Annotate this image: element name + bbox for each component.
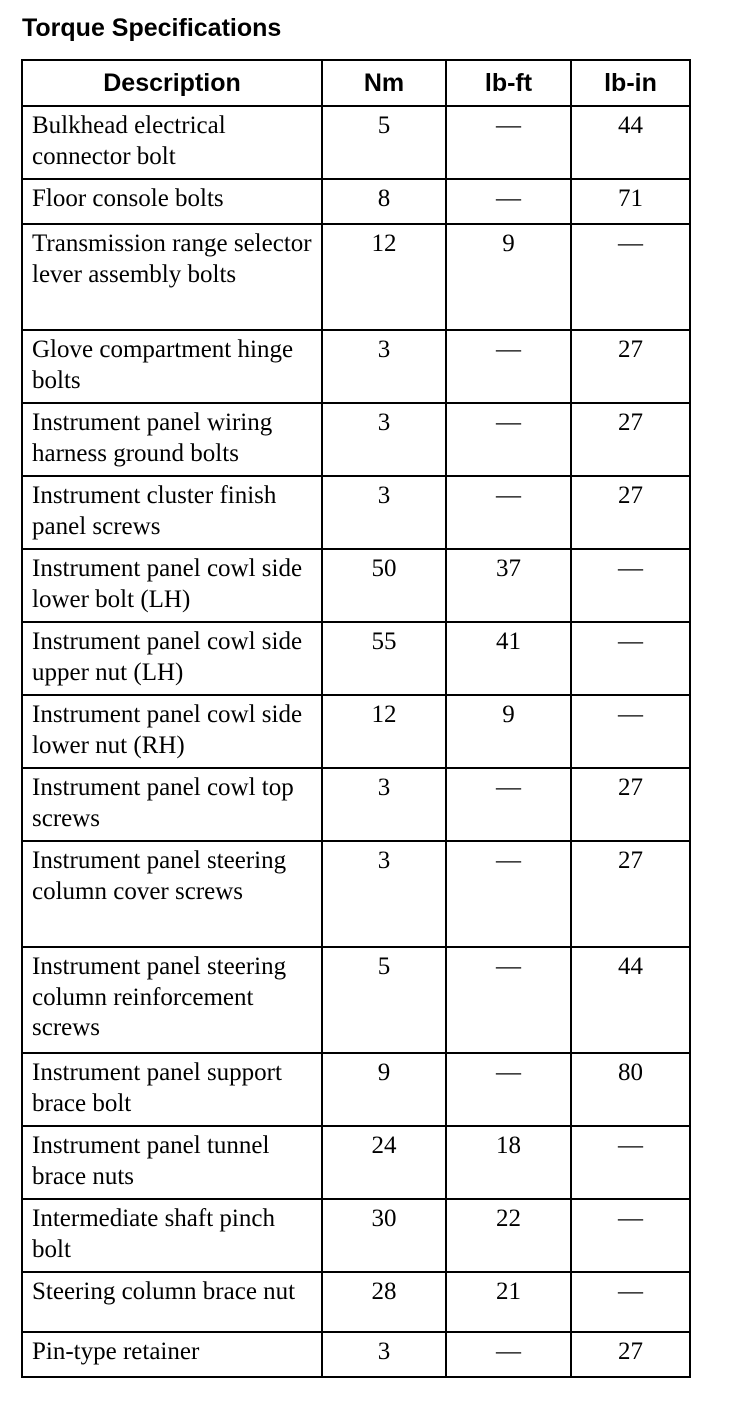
table-row — [22, 106, 690, 179]
cell-nm: 9 — [322, 1053, 446, 1126]
cell-lbin: 44 — [571, 106, 690, 179]
torque-specifications-table — [21, 59, 691, 1378]
table-header-row — [22, 60, 690, 106]
cell-description: Instrument panel cowl side lower bolt (LH) — [22, 549, 322, 622]
cell-lbin: 71 — [571, 179, 690, 224]
cell-lbin: — — [571, 224, 690, 330]
column-header-lbft: lb-ft — [446, 60, 571, 106]
cell-description: Instrument panel tunnel brace nuts — [22, 1126, 322, 1199]
cell-lbin: 44 — [571, 947, 690, 1053]
cell-nm: 28 — [322, 1272, 446, 1332]
cell-lbft: — — [446, 1053, 571, 1126]
cell-nm: 12 — [322, 695, 446, 768]
cell-nm: 30 — [322, 1199, 446, 1272]
cell-lbin: 27 — [571, 768, 690, 841]
page-title: Torque Specifications — [22, 14, 282, 42]
cell-description: Floor console bolts — [22, 179, 322, 224]
cell-lbft: — — [446, 768, 571, 841]
cell-description: Steering column brace nut — [22, 1272, 322, 1332]
cell-lbin: — — [571, 1199, 690, 1272]
cell-lbft: — — [446, 841, 571, 947]
cell-lbft: — — [446, 476, 571, 549]
cell-description: Glove compartment hinge bolts — [22, 330, 322, 403]
cell-lbft: — — [446, 403, 571, 476]
cell-lbft: 22 — [446, 1199, 571, 1272]
cell-lbft: — — [446, 106, 571, 179]
table-row — [22, 1199, 690, 1272]
cell-lbft: 9 — [446, 695, 571, 768]
table-row — [22, 1332, 690, 1377]
cell-lbin: — — [571, 1272, 690, 1332]
cell-nm: 12 — [322, 224, 446, 330]
cell-nm: 5 — [322, 106, 446, 179]
cell-nm: 3 — [322, 1332, 446, 1377]
cell-lbft: — — [446, 179, 571, 224]
column-header-lbin: lb-in — [571, 60, 690, 106]
cell-lbin: 27 — [571, 330, 690, 403]
cell-nm: 55 — [322, 622, 446, 695]
cell-lbft: — — [446, 330, 571, 403]
column-header-nm: Nm — [322, 60, 446, 106]
cell-nm: 50 — [322, 549, 446, 622]
cell-nm: 3 — [322, 768, 446, 841]
cell-description: Instrument panel steering column reinforcement screws — [22, 947, 322, 1053]
table-row — [22, 1053, 690, 1126]
table-row — [22, 476, 690, 549]
column-header-description: Description — [22, 60, 322, 106]
cell-description: Instrument panel steering column cover screws — [22, 841, 322, 947]
cell-lbin: — — [571, 622, 690, 695]
cell-description: Instrument panel cowl side lower nut (RH) — [22, 695, 322, 768]
cell-lbft: 37 — [446, 549, 571, 622]
cell-lbft: 21 — [446, 1272, 571, 1332]
table-row — [22, 622, 690, 695]
cell-description: Instrument panel support brace bolt — [22, 1053, 322, 1126]
cell-lbft: 18 — [446, 1126, 571, 1199]
cell-lbin: 27 — [571, 403, 690, 476]
cell-nm: 3 — [322, 330, 446, 403]
table-row — [22, 549, 690, 622]
cell-description: Instrument panel cowl top screws — [22, 768, 322, 841]
cell-nm: 5 — [322, 947, 446, 1053]
table-row — [22, 330, 690, 403]
cell-lbin: 27 — [571, 841, 690, 947]
cell-nm: 3 — [322, 841, 446, 947]
table-row — [22, 179, 690, 224]
table-row — [22, 841, 690, 947]
cell-description: Instrument panel cowl side upper nut (LH) — [22, 622, 322, 695]
table-row — [22, 403, 690, 476]
cell-lbft: 9 — [446, 224, 571, 330]
cell-nm: 3 — [322, 403, 446, 476]
cell-lbin: — — [571, 695, 690, 768]
cell-lbin: 27 — [571, 476, 690, 549]
table-row — [22, 1126, 690, 1199]
cell-nm: 3 — [322, 476, 446, 549]
cell-description: Bulkhead electrical connector bolt — [22, 106, 322, 179]
cell-description: Transmission range selector lever assembly bolts — [22, 224, 322, 330]
cell-lbft: — — [446, 1332, 571, 1377]
cell-description: Instrument cluster finish panel screws — [22, 476, 322, 549]
cell-description: Instrument panel wiring harness ground bolts — [22, 403, 322, 476]
cell-lbft: 41 — [446, 622, 571, 695]
cell-lbin: — — [571, 1126, 690, 1199]
cell-lbin: 80 — [571, 1053, 690, 1126]
cell-lbin: 27 — [571, 1332, 690, 1377]
table-row — [22, 224, 690, 330]
cell-description: Pin-type retainer — [22, 1332, 322, 1377]
table-row — [22, 695, 690, 768]
cell-lbft: — — [446, 947, 571, 1053]
table-row — [22, 947, 690, 1053]
cell-description: Intermediate shaft pinch bolt — [22, 1199, 322, 1272]
cell-nm: 24 — [322, 1126, 446, 1199]
cell-nm: 8 — [322, 179, 446, 224]
cell-lbin: — — [571, 549, 690, 622]
table-row — [22, 768, 690, 841]
table-row — [22, 1272, 690, 1332]
